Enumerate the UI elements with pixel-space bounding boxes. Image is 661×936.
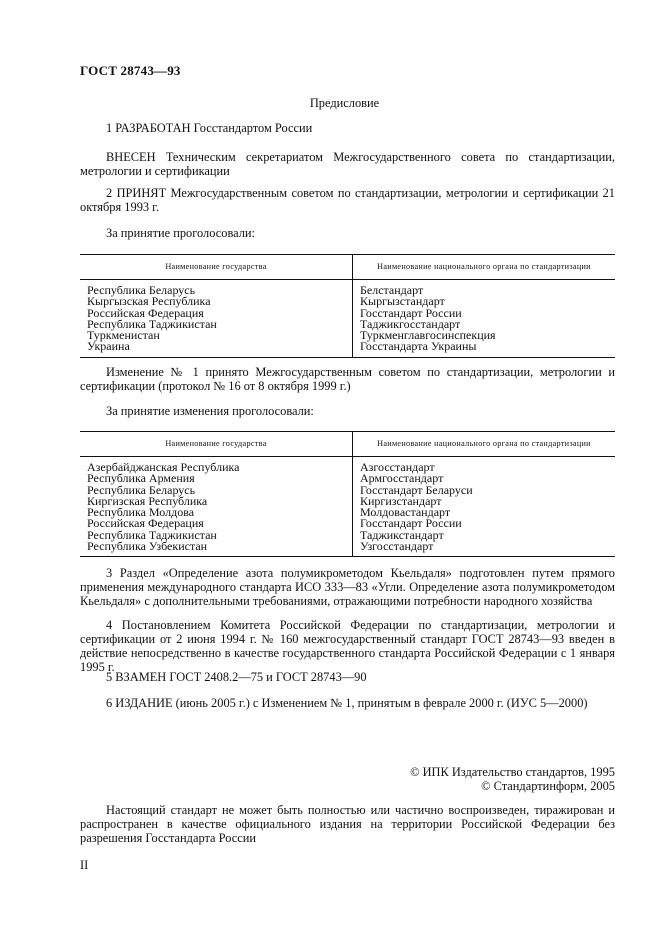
copyright-1995: © ИПК Издательство стандартов, 1995: [410, 765, 615, 779]
body-cell: Таджикстандарт: [353, 530, 616, 541]
section-5: 5 ВЗАМЕН ГОСТ 2408.2—75 и ГОСТ 28743—90: [106, 670, 367, 684]
body-cell: Госстандарта Украины: [353, 341, 616, 357]
table-row: [80, 541, 615, 557]
introduced-paragraph: ВНЕСЕН Техническим секретариатом Межгосударственного совета по стандартизации, метрологии и сертификации: [80, 150, 615, 178]
state-cell: Туркменистан: [87, 328, 160, 343]
page-title: Предисловие: [309, 96, 380, 110]
state-cell: Украина: [87, 339, 130, 354]
body-cell: Армгосстандарт: [353, 473, 616, 484]
body-cell: Белстандарт: [353, 280, 616, 297]
table-row: [80, 341, 615, 357]
column-header-state: Наименование государства: [80, 432, 353, 457]
state-cell: Республика Беларусь: [87, 482, 196, 497]
state-cell: Республика Молдова: [87, 505, 195, 520]
state-cell: Азербайджанская Республика: [87, 460, 240, 474]
state-cell: Российская Федерация: [87, 305, 204, 320]
body-cell: Туркменглавгосинспекция: [353, 330, 616, 341]
body-cell: Госстандарт России: [353, 518, 616, 529]
body-cell: Узгосстандарт: [353, 541, 616, 557]
state-cell: Российская Федерация: [87, 516, 204, 531]
section-1: 1 РАЗРАБОТАН Госстандартом России: [106, 121, 313, 135]
copyright-2005: © Стандартинформ, 2005: [481, 779, 615, 793]
body-cell: Кыргызстандарт: [353, 296, 616, 307]
state-cell: Республика Армения: [87, 471, 195, 486]
voting-table: [80, 254, 615, 358]
body-cell: Молдовастандарт: [353, 507, 616, 518]
body-cell: Киргизстандарт: [353, 496, 616, 507]
column-header-body: Наименование национального органа по стандартизации: [353, 432, 616, 457]
state-cell: Республика Таджикистан: [87, 316, 217, 331]
state-cell: Киргизская Республика: [87, 493, 208, 508]
state-cell: Кыргызская Республика: [87, 294, 211, 309]
voted-label: За принятие проголосовали:: [106, 226, 255, 240]
column-header-state: Наименование государства: [80, 255, 353, 280]
amendment-voting-table: [80, 431, 615, 557]
amendment-voted-label: За принятие изменения проголосовали:: [106, 404, 314, 418]
state-cell: Республика Таджикистан: [87, 527, 217, 542]
table-row: [80, 330, 615, 341]
body-cell: Таджикгосстандарт: [353, 319, 616, 330]
body-cell: Госстандарт России: [353, 308, 616, 319]
reproduction-notice: Настоящий стандарт не может быть полностью или частично воспроизведен, тиражирован и распространен в качестве официального издания на территории Российской Федерации без разрешения Госстандарта России: [80, 803, 615, 845]
section-2: 2 ПРИНЯТ Межгосударственным советом по стандартизации, метрологии и сертификации 21 октября 1993 г.: [80, 186, 615, 214]
body-cell: Азгосстандарт: [353, 457, 616, 474]
page-number: II: [80, 858, 89, 872]
amendment-paragraph: Изменение № 1 принято Межгосударственным советом по стандартизации, метрологии и сертификации (протокол № 16 от 8 октября 1999 г.): [80, 365, 615, 393]
section-4: 4 Постановлением Комитета Российской Федерации по стандартизации, метрологии и сертификации от 2 июня 1994 г. № 160 межгосударственный стандарт ГОСТ 28743—93 введен в действие непосредственно в качестве государственного стандарта Российской Федерации с 1 января 1995 г.: [80, 618, 615, 674]
state-cell: Республика Беларусь: [87, 283, 196, 297]
table-row: [80, 319, 615, 330]
body-cell: Госстандарт Беларуси: [353, 485, 616, 496]
document-code: ГОСТ 28743—93: [80, 63, 181, 78]
section-3: 3 Раздел «Определение азота полумикрометодом Кьельдаля» подготовлен путем прямого применения международного стандарта ИСО 333—83 «Угли. Определение азота полумикрометодом Кьельдаля» с дополнительными требованиями, отражающими потребности народного хозяйства: [80, 566, 615, 608]
column-header-body: Наименование национального органа по стандартизации: [353, 255, 616, 280]
section-6: 6 ИЗДАНИЕ (июнь 2005 г.) с Изменением № 1, принятым в феврале 2000 г. (ИУС 5—2000): [106, 696, 588, 710]
state-cell: Республика Узбекистан: [87, 539, 208, 554]
